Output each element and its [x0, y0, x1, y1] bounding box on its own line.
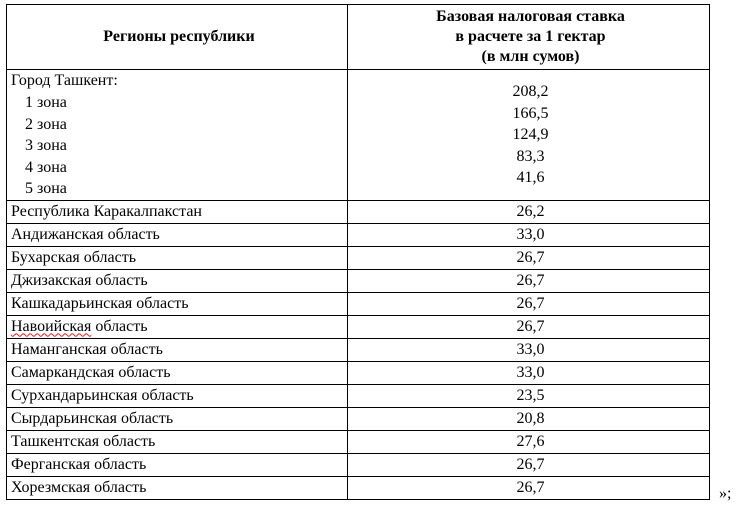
- table-row: [7, 269, 710, 292]
- header-rate-line-2: в расчете за 1 гектар: [455, 28, 606, 45]
- region-name: Кашкадарьинская область: [7, 292, 348, 315]
- table-row: [7, 338, 710, 361]
- rate-value: 33,0: [348, 338, 710, 361]
- tashkent-region-cell: [7, 70, 348, 201]
- header-region: Регионы республики: [7, 5, 348, 70]
- tashkent-rate-cell: [348, 70, 710, 201]
- region-name: Наманганская область: [7, 338, 348, 361]
- zone-rate: 83,3: [516, 147, 545, 165]
- rate-value: 20,8: [348, 407, 710, 430]
- rate-value: 26,7: [348, 453, 710, 476]
- region-name: Самаркандская область: [7, 361, 348, 384]
- closing-quote: »;: [719, 485, 732, 502]
- region-name: Джизакская область: [7, 269, 348, 292]
- rate-value: 23,5: [348, 384, 710, 407]
- header-rate-line-3: (в млн сумов): [481, 48, 580, 65]
- zone-label: 4 зона: [25, 158, 67, 176]
- region-name: Ферганская область: [7, 453, 348, 476]
- table-row: [7, 246, 710, 269]
- table-row: [7, 292, 710, 315]
- table-row: [7, 476, 710, 499]
- zone-label: 3 зона: [25, 137, 67, 154]
- rate-value: 26,7: [348, 269, 710, 292]
- table-row: [7, 361, 710, 384]
- header-rate-line-1: Базовая налоговая ставка: [436, 8, 625, 25]
- rate-value: 27,6: [348, 430, 710, 453]
- header-rate: [348, 5, 710, 70]
- region-name: Сырдарьинская область: [7, 407, 348, 430]
- table-row: [7, 223, 710, 246]
- table-row-tashkent: [7, 70, 710, 201]
- zone-rate: 124,9: [512, 126, 549, 143]
- table-row: [7, 453, 710, 476]
- zone-rate: 208,2: [512, 83, 549, 100]
- zone-label: 5 зона: [25, 180, 67, 197]
- zone-rate: 166,5: [512, 104, 549, 122]
- tashkent-title: Город Ташкент:: [11, 72, 118, 89]
- zone-label: 1 зона: [25, 94, 67, 111]
- header-row: [7, 5, 710, 70]
- tax-rate-table: [6, 4, 710, 500]
- rate-value: 26,2: [348, 200, 710, 223]
- zone-label: 2 зона: [25, 115, 67, 133]
- region-name-rest: область: [91, 317, 148, 335]
- spellcheck-word: Навоийская: [11, 317, 92, 335]
- region-name: Бухарская область: [7, 246, 348, 269]
- table-row: [7, 430, 710, 453]
- region-name: [7, 315, 348, 338]
- region-name: Республика Каракалпакстан: [7, 200, 348, 223]
- table-row: [7, 315, 710, 338]
- region-name: Ташкентская область: [7, 430, 348, 453]
- rate-value: 26,7: [348, 292, 710, 315]
- rate-value: 26,7: [348, 246, 710, 269]
- table-row: [7, 384, 710, 407]
- rate-value: 26,7: [348, 476, 710, 499]
- region-name: Хорезмская область: [7, 476, 348, 499]
- table-row: [7, 200, 710, 223]
- rate-value: 26,7: [348, 315, 710, 338]
- zone-rate: 41,6: [516, 169, 545, 186]
- region-name: Сурхандарьинская область: [7, 384, 348, 407]
- rate-value: 33,0: [348, 361, 710, 384]
- table-row: [7, 407, 710, 430]
- region-name: Андижанская область: [7, 223, 348, 246]
- rate-value: 33,0: [348, 223, 710, 246]
